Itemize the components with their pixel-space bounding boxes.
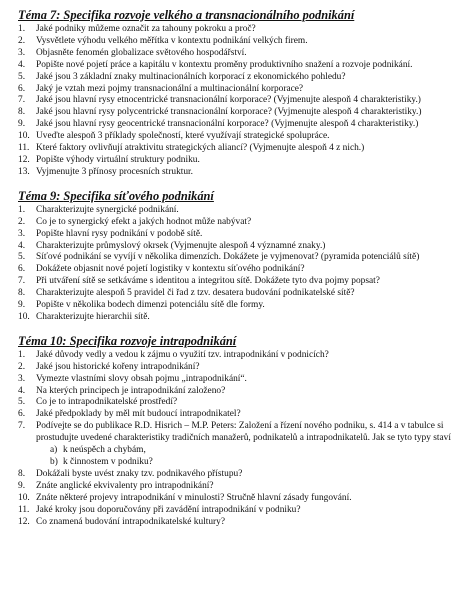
- question-item: [18, 241, 451, 253]
- question-item: [18, 252, 451, 264]
- question-text: Vymezte vlastními slovy obsah pojmu „intrapodnikání“.: [36, 373, 247, 384]
- question-item: [18, 60, 451, 72]
- question-text: Charakterizujte hierarchii sítě.: [36, 311, 150, 322]
- question-text: Jaké jsou hlavní rysy etnocentrické transnacionální korporace? (Vyjmenujte alespoň 4 charakteristiky.): [36, 95, 421, 106]
- question-text: Jaké jsou hlavní rysy geocentrické transnacionální korporace? (Vyjmenujte alespoň 4 charakteristiky.): [36, 119, 419, 130]
- question-item: [18, 72, 451, 84]
- question-text: Jaké jsou historické kořeny intrapodnikání?: [36, 361, 200, 372]
- question-number: 10.: [18, 311, 30, 322]
- sub-item: [50, 457, 451, 469]
- question-text: Jaký je vztah mezi pojmy transnacionální a multinacionální korporace?: [36, 83, 304, 94]
- question-number: 10.: [18, 131, 30, 142]
- question-number: 5.: [18, 71, 26, 82]
- question-number: 3.: [18, 228, 26, 239]
- question-text: Co je to intrapodnikatelské prostředí?: [36, 397, 178, 408]
- question-number: 12.: [18, 516, 30, 527]
- question-text: Popište nové pojetí práce a kapitálu v kontextu proměny produktivního snažení a rozvoje podnikání.: [36, 59, 413, 70]
- question-item: [18, 119, 451, 131]
- question-text: Na kterých principech je intrapodnikání založeno?: [36, 385, 226, 396]
- question-item: [18, 362, 451, 374]
- question-item: [18, 205, 451, 217]
- question-item: [18, 167, 451, 179]
- question-text: Dokážete objasnit nové pojetí logistiky v kontextu síťového podnikání?: [36, 264, 305, 275]
- question-text: Popište výhody virtuální struktury podniku.: [36, 154, 200, 165]
- question-number: 2.: [18, 361, 26, 372]
- question-text: Jaké důvody vedly a vedou k zájmu o využití tzv. intrapodnikání v podnicích?: [36, 349, 329, 360]
- question-item: [18, 48, 451, 60]
- question-number: 9.: [18, 300, 26, 311]
- question-text: Dokážali byste uvést znaky tzv. podnikavého přístupu?: [36, 468, 243, 479]
- question-item: [18, 505, 451, 517]
- question-text: Jaké podniky můžeme označit za tahouny pokroku a proč?: [36, 24, 256, 34]
- question-item: [18, 397, 451, 409]
- question-item: [18, 155, 451, 167]
- question-number: 5.: [18, 252, 26, 263]
- question-list: [18, 205, 451, 324]
- question-number: 12.: [18, 154, 30, 165]
- question-number: 8.: [18, 468, 26, 479]
- question-text: Vyjmenujte 3 přínosy procesních struktur.: [36, 166, 194, 177]
- question-text: Síťové podnikání se vyvíjí v několika dimenzích. Dokážete je vyjmenovat? (pyramida potenciálů sítě): [36, 252, 420, 263]
- question-text: Jaké předpoklady by měl mít budoucí intrapodnikatel?: [36, 409, 241, 420]
- question-item: [18, 288, 451, 300]
- question-item: [18, 469, 451, 481]
- question-item: [18, 421, 451, 469]
- question-item: [18, 481, 451, 493]
- section-heading: [18, 334, 451, 349]
- question-item: [18, 350, 451, 362]
- question-number: 2.: [18, 216, 26, 227]
- question-text: Charakterizujte synergické podnikání.: [36, 204, 179, 215]
- question-item: [18, 374, 451, 386]
- question-number: 8.: [18, 288, 26, 299]
- question-item: [18, 312, 451, 324]
- question-item: [18, 24, 451, 36]
- question-text: Jaké jsou 3 základní znaky multinacionálních korporací z ekonomického pohledu?: [36, 71, 346, 82]
- question-number: 11.: [18, 504, 30, 515]
- question-number: 11.: [18, 143, 30, 154]
- question-item: [18, 229, 451, 241]
- section-heading: [18, 189, 451, 204]
- question-item: [18, 264, 451, 276]
- question-number: 4.: [18, 385, 26, 396]
- question-number: 1.: [18, 349, 26, 360]
- question-number: 3.: [18, 373, 26, 384]
- question-number: 9.: [18, 119, 26, 130]
- question-item: [18, 300, 451, 312]
- question-text: Znáte anglické ekvivalenty pro intrapodnikání?: [36, 480, 214, 491]
- section-prefix: Téma 7:: [18, 8, 64, 22]
- question-number: 5.: [18, 397, 26, 408]
- question-number: 3.: [18, 47, 26, 58]
- question-item: [18, 217, 451, 229]
- question-number: 4.: [18, 240, 26, 251]
- sub-item-text: k neúspěch a chybám,: [63, 445, 146, 456]
- question-number: 1.: [18, 204, 26, 215]
- question-number: 6.: [18, 264, 26, 275]
- sub-item-text: k činnostem v podniku?: [63, 457, 153, 467]
- question-item: [18, 386, 451, 398]
- section-title: Specifika rozvoje velkého a transnacionálního podnikání: [63, 8, 355, 22]
- section-heading: [18, 8, 451, 23]
- question-list: [18, 350, 451, 529]
- question-text: Uveďte alespoň 3 příklady společností, které využívají strategické spolupráce.: [36, 131, 330, 142]
- question-number: 9.: [18, 480, 26, 491]
- question-number: 10.: [18, 492, 30, 503]
- question-text-block: [36, 421, 451, 469]
- question-text: Co znamená budování intrapodnikatelské kultury?: [36, 516, 226, 527]
- question-item: [18, 409, 451, 421]
- question-number: 6.: [18, 409, 26, 420]
- question-item: [18, 493, 451, 505]
- question-number: 4.: [18, 59, 26, 70]
- question-number: 7.: [18, 95, 26, 106]
- section-tema-9: [18, 189, 451, 324]
- question-item: [18, 517, 451, 529]
- question-text: Charakterizujte průmyslový okrsek (Vyjmenujte alespoň 4 významné znaky.): [36, 240, 326, 251]
- question-number: 7.: [18, 276, 26, 287]
- question-item: [18, 95, 451, 107]
- question-number: 2.: [18, 35, 26, 46]
- sub-item-label: a): [50, 445, 58, 456]
- question-text: Popište hlavní rysy podnikání v podobě sítě.: [36, 228, 203, 239]
- question-number: 1.: [18, 24, 26, 34]
- question-item: [18, 36, 451, 48]
- question-text: Jaké kroky jsou doporučovány při zavádění intrapodnikání v podniku?: [36, 504, 301, 515]
- question-text: Objasněte fenomén globalizace světového hospodářství.: [36, 47, 247, 58]
- question-text: Charakterizujte alespoň 5 pravidel či řad z tzv. desatera budování podnikatelské sítě?: [36, 288, 355, 299]
- question-item: [18, 276, 451, 288]
- question-item: [18, 107, 451, 119]
- question-text: Jaké jsou hlavní rysy polycentrické transnacionální korporace? (Vyjmenujte alespoň 4 charakteristiky.): [36, 107, 422, 118]
- question-text: Popište v několika bodech dimenzi potenciálu sítě dle formy.: [36, 300, 265, 311]
- question-item: [18, 143, 451, 155]
- section-prefix: Téma 10:: [18, 333, 70, 348]
- question-text: Znáte některé projevy intrapodnikání v minulosti? Stručně hlavní zásady fungování.: [36, 492, 352, 503]
- question-item: [18, 84, 451, 96]
- question-item: [18, 131, 451, 143]
- question-number: 7.: [18, 421, 26, 432]
- sub-list: [36, 445, 451, 469]
- question-text: Vysvětlete výhodu velkého měřítka v kontextu podnikání velkých firem.: [36, 35, 308, 46]
- section-tema-10: [18, 334, 451, 529]
- question-list: [18, 24, 451, 179]
- section-title: Specifika síťového podnikání: [63, 188, 214, 203]
- question-text: Podívejte se do publikace R.D. Hisrich – M.P. Peters: Založení a řízení nového podniku, s. 414 a v tabulce si prostudujte uvedené charakteristiky tradičních manažerů, podnikatelů a intrapodnikatelů. Jak se tyto typy staví: [36, 421, 451, 444]
- section-prefix: Téma 9:: [18, 188, 64, 203]
- section-tema-7: [18, 8, 451, 179]
- question-number: 8.: [18, 107, 26, 118]
- question-number: 6.: [18, 83, 26, 94]
- sub-item-label: b): [50, 457, 58, 467]
- question-text: Co je to synergický efekt a jakých hodnot může nabývat?: [36, 216, 252, 227]
- question-text: Které faktory ovlivňují atraktivitu strategických aliancí? (Vyjmenujte alespoň 4 z nich.): [36, 143, 365, 154]
- question-number: 13.: [18, 166, 30, 177]
- sub-item: [50, 445, 451, 457]
- question-text: Při utváření sítě se setkáváme s identitou a integritou sítě. Dokážete tyto dva pojmy popsat?: [36, 276, 380, 287]
- section-title: Specifika rozvoje intrapodnikání: [69, 333, 237, 348]
